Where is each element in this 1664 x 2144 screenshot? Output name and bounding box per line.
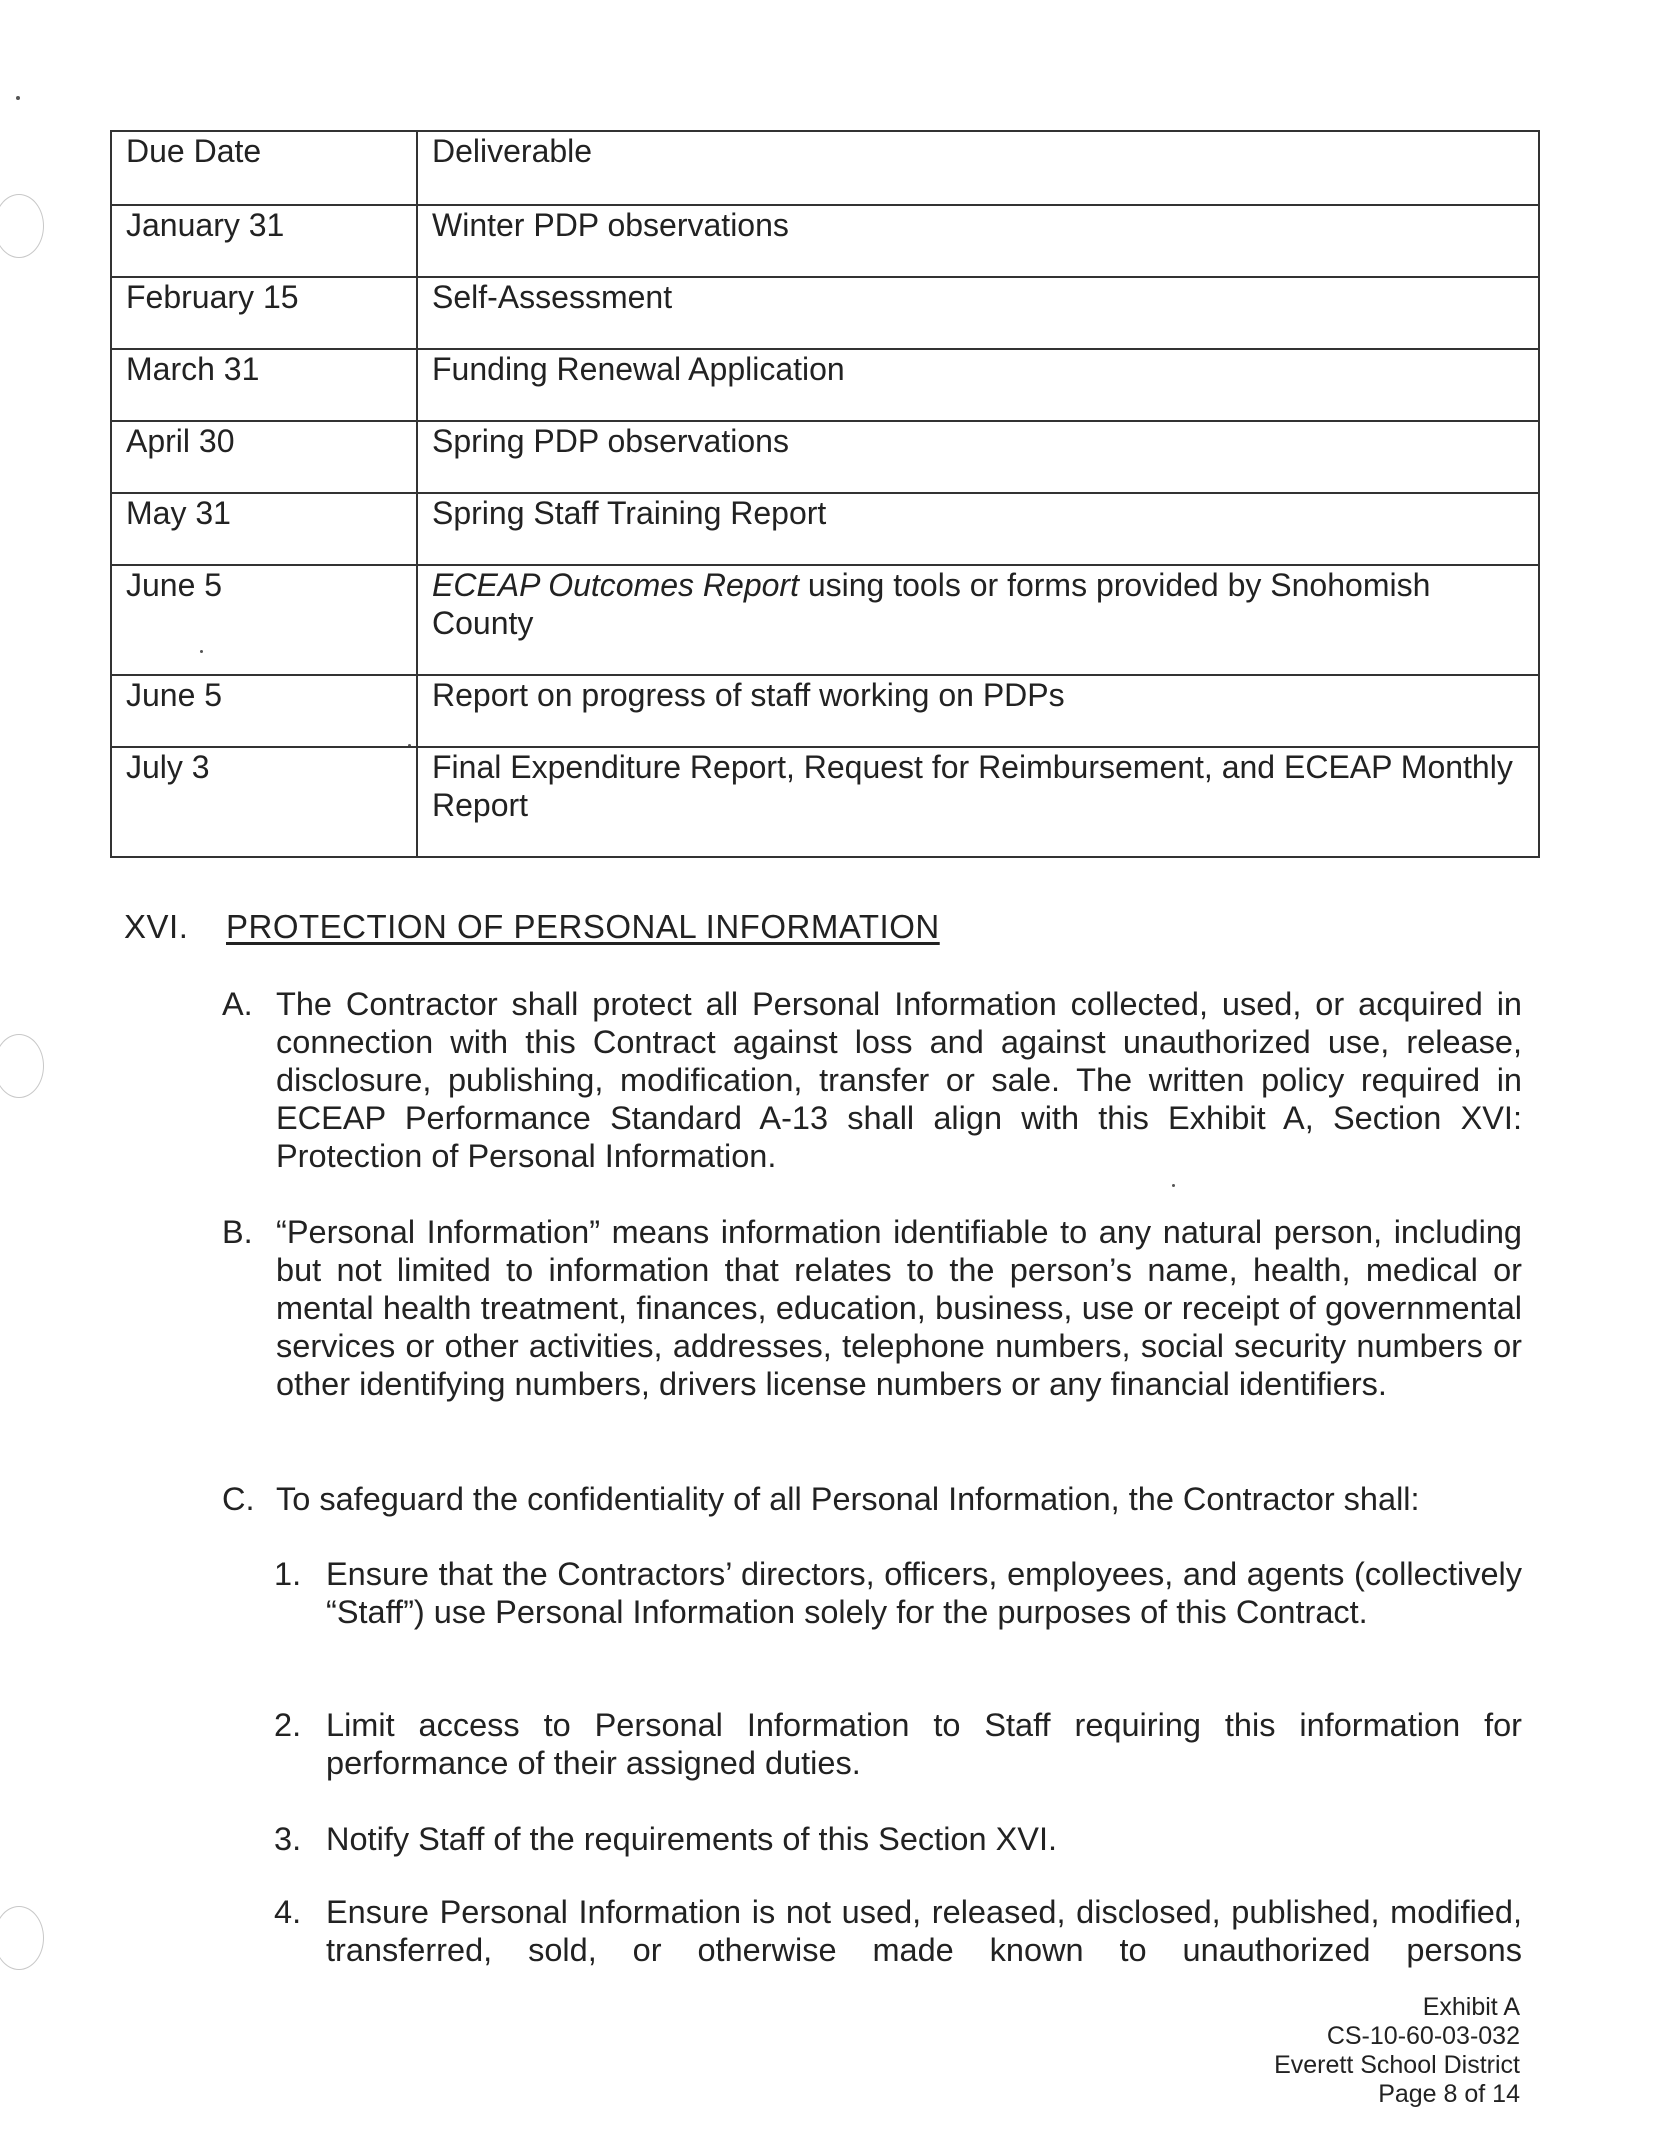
- due-date-cell: April 30: [111, 421, 417, 493]
- table-row: [111, 565, 1539, 675]
- item-label: A.: [222, 986, 253, 1022]
- table-header-row: [111, 131, 1539, 205]
- item-label: 4.: [274, 1894, 302, 1930]
- due-date-cell: February 15: [111, 277, 417, 349]
- table-row: [111, 205, 1539, 277]
- list-item: [222, 1213, 1522, 1403]
- column-header-deliverable: Deliverable: [417, 131, 1539, 205]
- deliverable-cell: Funding Renewal Application: [417, 349, 1539, 421]
- item-label: 3.: [274, 1821, 302, 1857]
- deliverable-text: using tools or forms provided by Snohomish County: [432, 567, 1431, 641]
- deliverable-cell: Winter PDP observations: [417, 205, 1539, 277]
- table-row: [111, 349, 1539, 421]
- item-text: The Contractor shall protect all Personal Information collected, used, or acquired in connection with this Contract against loss and against unauthorized use, release, disclosure, publishing, modification, transfer or sale. The written policy required in ECEAP Performance Standard A-13 shall align with this Exhibit A, Section XVI: Protection of Personal Information.: [276, 986, 1522, 1174]
- list-item: [274, 1820, 1522, 1858]
- deliverable-cell: Report on progress of staff working on PDPs: [417, 675, 1539, 747]
- report-title: ECEAP Outcomes Report: [432, 567, 799, 603]
- section-number: XVI.: [124, 908, 189, 945]
- scan-speck: [1172, 1184, 1175, 1187]
- deliverable-cell: Spring PDP observations: [417, 421, 1539, 493]
- deliverable-cell: Self-Assessment: [417, 277, 1539, 349]
- page-footer: [1274, 1993, 1520, 2109]
- footer-contract-number: CS-10-60-03-032: [1326, 2022, 1520, 2050]
- footer-page-number: Page 8 of 14: [1378, 2080, 1520, 2108]
- due-date-cell: January 31: [111, 205, 417, 277]
- deliverable-cell: Final Expenditure Report, Request for Reimbursement, and ECEAP Monthly Report: [417, 747, 1539, 857]
- item-label: 1.: [274, 1556, 302, 1592]
- due-date-cell: March 31: [111, 349, 417, 421]
- item-text: Ensure Personal Information is not used, released, disclosed, published, modified, transferred, sold, or otherwise made known to unauthorized persons: [326, 1894, 1522, 1968]
- list-item: [274, 1555, 1522, 1631]
- item-text: Limit access to Personal Information to Staff requiring this information for performance of their assigned duties.: [326, 1707, 1522, 1781]
- list-item: [222, 985, 1522, 1175]
- deliverable-cell: [417, 565, 1539, 675]
- list-item: [274, 1706, 1522, 1782]
- hole-punch-mark: [0, 1034, 44, 1098]
- deliverable-cell: Spring Staff Training Report: [417, 493, 1539, 565]
- footer-exhibit: Exhibit A: [1422, 1993, 1520, 2021]
- section-title: PROTECTION OF PERSONAL INFORMATION: [226, 908, 940, 945]
- item-text: Ensure that the Contractors’ directors, officers, employees, and agents (collectively “Staff”) use Personal Information solely for the purposes of this Contract.: [326, 1556, 1522, 1630]
- list-item: [222, 1480, 1522, 1518]
- hole-punch-mark: [0, 194, 44, 258]
- table-row: [111, 675, 1539, 747]
- table-row: [111, 277, 1539, 349]
- item-text: Notify Staff of the requirements of this Section XVI.: [326, 1821, 1058, 1857]
- item-label: 2.: [274, 1707, 302, 1743]
- item-text: “Personal Information” means information identifiable to any natural person, including but not limited to information that relates to the person’s name, health, medical or mental health treatment, finances, education, business, use or receipt of governmental services or other activities, addresses, telephone numbers, social security numbers or other identifying numbers, drivers license numbers or any financial identifiers.: [276, 1214, 1522, 1402]
- hole-punch-mark: [0, 1906, 44, 1970]
- scan-speck: [16, 96, 20, 100]
- due-date-cell: May 31: [111, 493, 417, 565]
- item-label: C.: [222, 1481, 255, 1517]
- section-heading: [124, 908, 940, 946]
- table-row: [111, 493, 1539, 565]
- item-label: B.: [222, 1214, 253, 1250]
- list-item: [274, 1893, 1522, 1969]
- footer-organization: Everett School District: [1274, 2051, 1520, 2079]
- deliverables-table: [110, 130, 1540, 858]
- due-date-cell: June 5: [111, 565, 417, 675]
- table-row: [111, 421, 1539, 493]
- item-text: To safeguard the confidentiality of all Personal Information, the Contractor shall:: [276, 1481, 1420, 1517]
- table-row: [111, 747, 1539, 857]
- due-date-cell: June 5: [111, 675, 417, 747]
- column-header-due-date: Due Date: [111, 131, 417, 205]
- due-date-cell: July 3: [111, 747, 417, 857]
